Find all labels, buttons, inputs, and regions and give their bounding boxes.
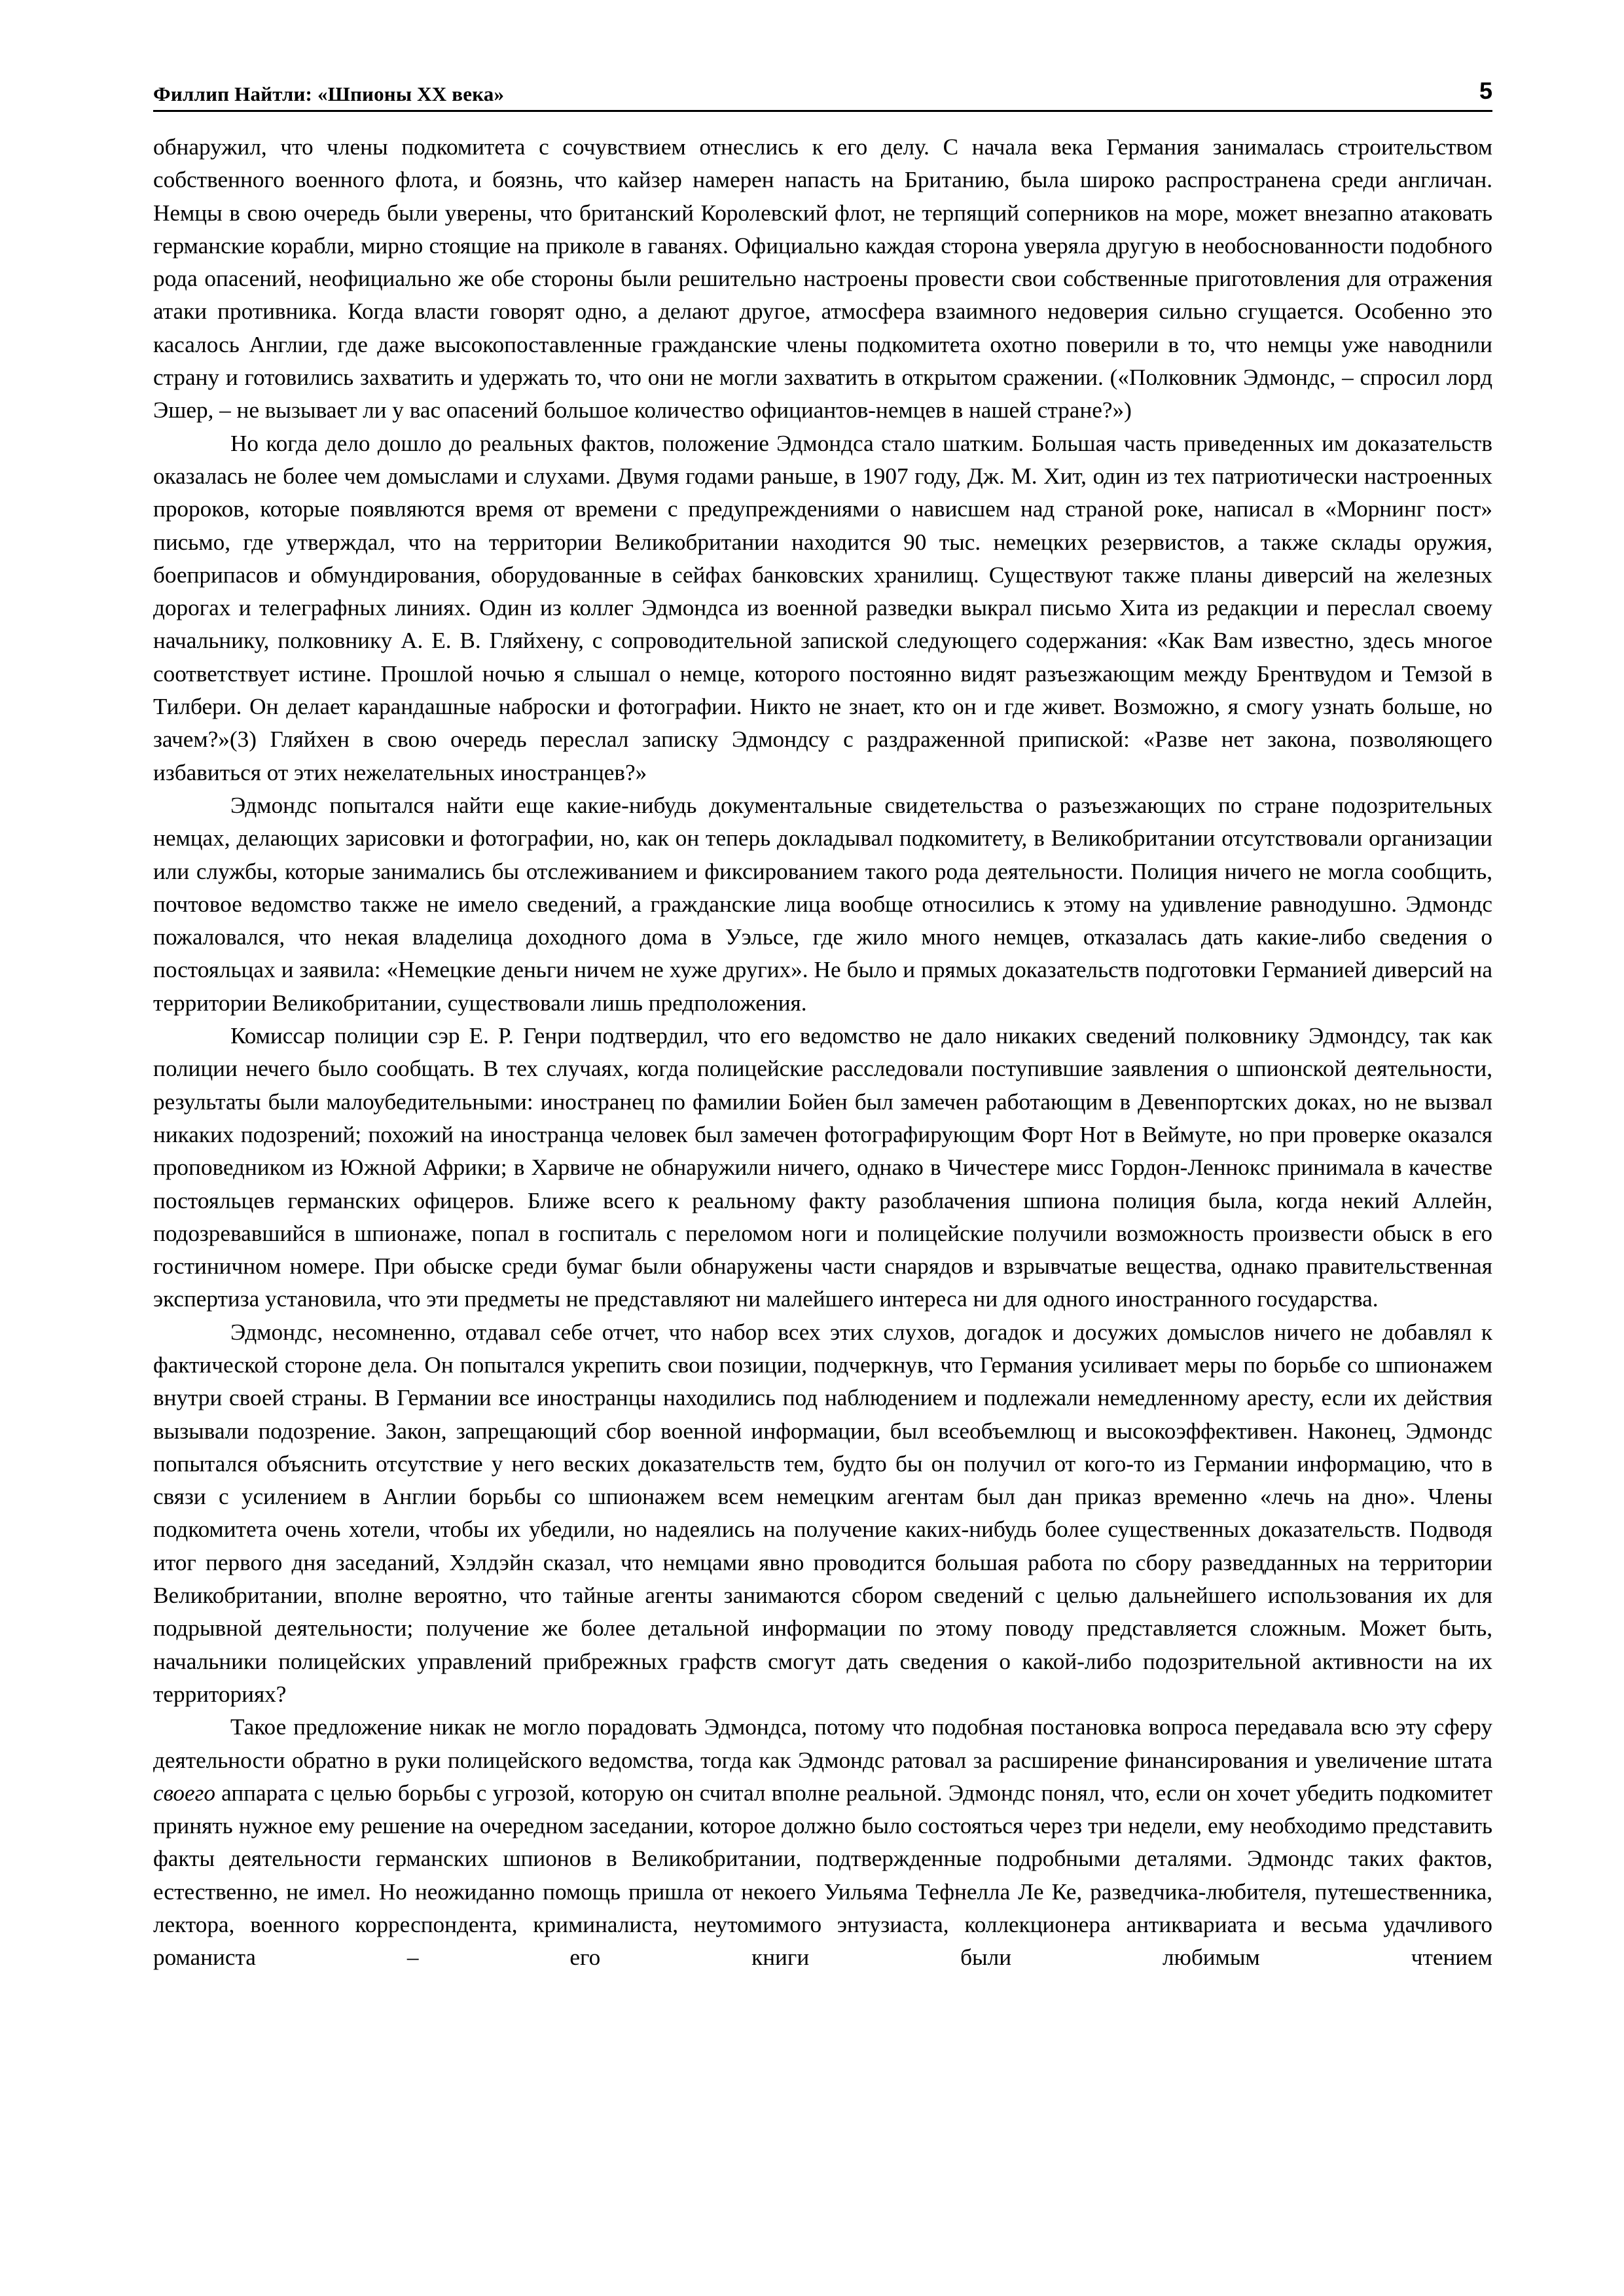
paragraph: Комиссар полиции сэр Е. Р. Генри подтвердил, что его ведомство не дало никаких сведений полковнику Эдмондсу, так как полиции нечего было сообщать. В тех случаях, когда полицейские расследовали поступившие заявления о шпионской деятельности, результаты были малоубедительными: иностранец по фамилии Бойен был замечен работающим в Девенпортских доках, но не вызвал никаких подозрений; похожий на иностранца человек был замечен фотографирующим Форт Нот в Веймуте, но при проверке оказался проповедником из Южной Африки; в Харвиче не обнаружили ничего, однако в Чичестере мисс Гордон-Леннокс принимала в качестве постояльцев германских офицеров. Ближе всего к реальному факту разоблачения шпиона полиция была, когда некий Аллейн, подозревавшийся в шпионаже, попал в госпиталь с переломом ноги и полицейские получили возможность произвести обыск в его гостиничном номере. При обыске среди бумаг были обнаружены части снарядов и взрывчатые вещества, однако правительственная экспертиза установила, что эти предметы не представляют ни малейшего интереса ни для одного иностранного государства. [153,1023,1492,1312]
paragraph: Но когда дело дошло до реальных фактов, положение Эдмондса стало шатким. Большая часть приведенных им доказательств оказалась не более чем домыслами и слухами. Двумя годами раньше, в 1907 году, Дж. М. Хит, один из тех патриотически настроенных пророков, которые появляются время от времени с предупреждениями о нависшем над страной роке, написал в «Морнинг пост» письмо, где утверждал, что на территории Великобритании находится 90 тыс. немецких резервистов, а также склады оружия, боеприпасов и обмундирования, оборудованные в сейфах банковских хранилищ. Существуют также планы диверсий на железных дорогах и телеграфных линиях. Один из коллег Эдмондса из военной разведки выкрал письмо Хита из редакции и переслал своему начальнику, полковнику А. Е. В. Гляйхену, с сопроводительной запиской следующего содержания: «Как Вам известно, здесь многое соответствует истине. Прошлой ночью я слышал о немце, которого постоянно видят разъезжающим между Брентвудом и Темзой в Тилбери. Он делает карандашные наброски и фотографии. Никто не знает, кто он и где живет. Возможно, я смогу узнать больше, но зачем?»(3) Гляйхен в свою очередь переслал записку Эдмондсу с раздраженной припиской: «Разве нет закона, позволяющего избавиться от этих нежелательных иностранцев?» [153,430,1492,785]
body-text [153,131,1492,2278]
paragraph: обнаружил, что члены подкомитета с сочувствием отнеслись к его делу. С начала века Германия занималась строительством собственного военного флота, и боязнь, что кайзер намерен напасть на Британию, была широко распространена среди англичан. Немцы в свою очередь были уверены, что британский Королевский флот, не терпящий соперников на море, может внезапно атаковать германские корабли, мирно стоящие на приколе в гаванях. Официально каждая сторона уверяла другую в необоснованности подобного рода опасений, неофициально же обе стороны были решительно настроены провести свои собственные приготовления для отражения атаки противника. Когда власти говорят одно, а делают другое, атмосфера взаимного недоверия сильно сгущается. Особенно это касалось Англии, где даже высокопоставленные гражданские члены подкомитета охотно поверили в то, что немцы уже наводнили страну и готовились захватить и удержать то, что они не могли захватить в открытом сражении. («Полковник Эдмондс, – спросил лорд Эшер, – не вызывает ли у вас опасений большое количество официантов-немцев в нашей стране?») [153,134,1492,423]
paragraph [153,1711,1492,1974]
paragraph: Эдмондс попытался найти еще какие-нибудь документальные свидетельства о разъезжающих по стране подозрительных немцах, делающих зарисовки и фотографии, но, как он теперь докладывал подкомитету, в Великобритании отсутствовали организации или службы, которые занимались бы отслеживанием и фиксированием такого рода деятельности. Полиция ничего не могла сообщить, почтовое ведомство также не имело сведений, а гражданские лица вообще относились к этому на удивление равнодушно. Эдмондс пожаловался, что некая владелица доходного дома в Уэльсе, где жило много немцев, отказалась дать какие-либо сведения о постояльцах и заявила: «Немецкие деньги ничем не хуже других». Не было и прямых доказательств подготовки Германией диверсий на территории Великобритании, существовали лишь предположения. [153,792,1492,1016]
italic-word: своего [153,1780,215,1806]
page-number: 5 [1479,77,1492,104]
paragraph: Эдмондс, несомненно, отдавал себе отчет, что набор всех этих слухов, догадок и досужих домыслов ничего не добавлял к фактической стороне дела. Он попытался укрепить свои позиции, подчеркнув, что Германия усиливает меры по борьбе со шпионажем внутри своей страны. В Германии все иностранцы находились под наблюдением и подлежали немедленному аресту, если их действия вызывали подозрение. Закон, запрещающий сбор военной информации, был всеобъемлющ и высокоэффективен. Наконец, Эдмондс попытался объяснить отсутствие у него веских доказательств тем, будто бы он получил от кого-то из Германии информацию, что в связи с усилением в Англии борьбы со шпионажем всем немецким агентам был дан приказ временно «лечь на дно». Члены подкомитета очень хотели, чтобы их убедили, но надеялись на получение каких-нибудь более существенных доказательств. Подводя итог первого дня заседаний, Хэлдэйн сказал, что немцами явно проводится большая работа по сбору разведданных на территории Великобритании, вполне вероятно, что тайные агенты занимаются сбором сведений с целью дальнейшего использования их для подрывной деятельности; получение же более детальной информации по этому поводу представляется сложным. Может быть, начальники полицейских управлений прибрежных графств смогут дать сведения о какой-либо подозрительной активности на их территориях? [153,1319,1492,1707]
running-header-title: Филлип Найтли: «Шпионы XX века» [153,82,505,105]
paragraph-text: аппарата с целью борьбы с угрозой, которую он считал вполне реальной. Эдмондс понял, что, если он хочет убедить подкомитет принять нужное ему решение на очередном заседании, которое должно было состояться через три недели, ему необходимо представить факты деятельности германских шпионов в Великобритании, подтвержденные подробными деталями. Эдмондс таких фактов, естественно, не имел. Но неожиданно помощь пришла от некоего Уильяма Тефнелла Ле Ке, разведчика-любителя, путешественника, лектора, военного корреспондента, криминалиста, неутомимого энтузиаста, коллекционера антиквариата и весьма удачливого романиста – его книги были любимым чтением [153,1780,1492,1971]
paragraph-text: Такое предложение никак не могло порадовать Эдмондса, потому что подобная постановка вопроса передавала всю эту сферу деятельности обратно в руки полицейского ведомства, тогда как Эдмондс ратовал за расширение финансирования и увеличение штата [153,1714,1492,1773]
page-header [153,73,1492,112]
